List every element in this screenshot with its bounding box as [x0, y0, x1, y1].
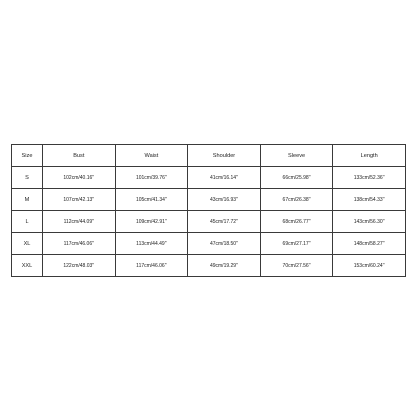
- sleeve-cell: 68cm/26.77'': [260, 211, 333, 233]
- header-sleeve: Sleeve: [260, 145, 333, 167]
- table-row: [12, 233, 406, 255]
- header-length: Length: [333, 145, 406, 167]
- bust-cell: 102cm/40.16'': [43, 167, 116, 189]
- waist-cell: 113cm/44.49'': [115, 233, 188, 255]
- table-row: [12, 211, 406, 233]
- length-cell: 138cm/54.33'': [333, 189, 406, 211]
- length-cell: 148cm/58.27'': [333, 233, 406, 255]
- size-cell: M: [12, 189, 43, 211]
- sleeve-cell: 70cm/27.56'': [260, 255, 333, 277]
- bust-cell: 117cm/46.06'': [43, 233, 116, 255]
- size-cell: XXL: [12, 255, 43, 277]
- size-cell: S: [12, 167, 43, 189]
- shoulder-cell: 43cm/16.93'': [188, 189, 261, 211]
- header-bust: Bust: [43, 145, 116, 167]
- shoulder-cell: 47cm/18.50'': [188, 233, 261, 255]
- sleeve-cell: 67cm/26.38'': [260, 189, 333, 211]
- shoulder-cell: 49cm/19.29'': [188, 255, 261, 277]
- size-chart-table: [11, 144, 406, 277]
- length-cell: 143cm/56.30'': [333, 211, 406, 233]
- sleeve-cell: 69cm/27.17'': [260, 233, 333, 255]
- waist-cell: 117cm/46.06'': [115, 255, 188, 277]
- length-cell: 133cm/52.36'': [333, 167, 406, 189]
- header-waist: Waist: [115, 145, 188, 167]
- table-row: [12, 189, 406, 211]
- shoulder-cell: 41cm/16.14'': [188, 167, 261, 189]
- table-header-row: [12, 145, 406, 167]
- table-row: [12, 167, 406, 189]
- waist-cell: 101cm/39.76'': [115, 167, 188, 189]
- bust-cell: 112cm/44.09'': [43, 211, 116, 233]
- header-shoulder: Shoulder: [188, 145, 261, 167]
- size-cell: L: [12, 211, 43, 233]
- sleeve-cell: 66cm/25.98'': [260, 167, 333, 189]
- bust-cell: 107cm/42.13'': [43, 189, 116, 211]
- length-cell: 153cm/60.24'': [333, 255, 406, 277]
- bust-cell: 122cm/48.03'': [43, 255, 116, 277]
- shoulder-cell: 45cm/17.72'': [188, 211, 261, 233]
- waist-cell: 109cm/42.91'': [115, 211, 188, 233]
- waist-cell: 105cm/41.34'': [115, 189, 188, 211]
- table-row: [12, 255, 406, 277]
- header-size: Size: [12, 145, 43, 167]
- size-cell: XL: [12, 233, 43, 255]
